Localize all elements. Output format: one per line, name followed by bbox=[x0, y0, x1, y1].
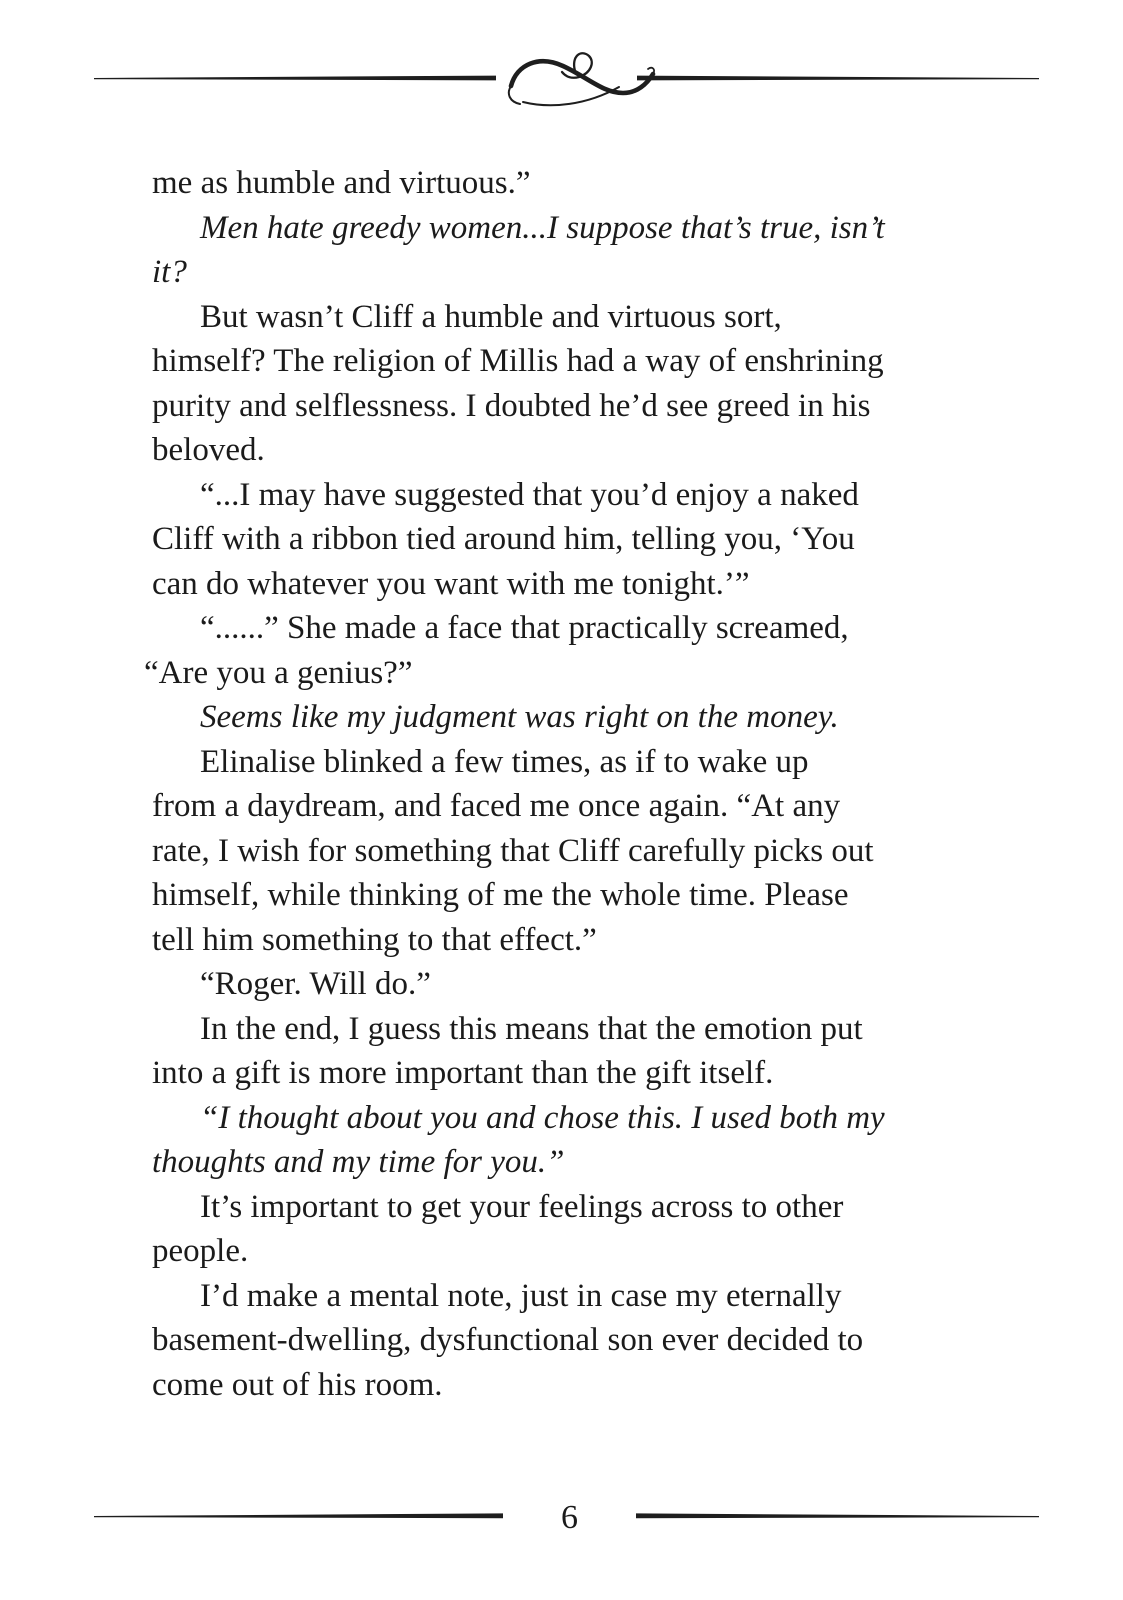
footer-rule-left-icon bbox=[94, 1512, 503, 1522]
header-divider bbox=[94, 40, 1039, 120]
text-line: can do whatever you want with me tonight.’” bbox=[152, 565, 750, 602]
text-line: “...I may have suggested that you’d enjoy a naked bbox=[200, 476, 859, 513]
text-line: thoughts and my time for you.” bbox=[152, 1144, 565, 1180]
text-line: “......” She made a face that practically screamed, bbox=[200, 610, 849, 646]
text-line: basement-dwelling, dysfunctional son ever decided to bbox=[152, 1322, 864, 1358]
flourish-divider-icon bbox=[94, 40, 1039, 120]
text-line: But wasn’t Cliff a humble and virtuous sort, bbox=[200, 298, 782, 335]
text-line: from a daydream, and faced me once again. “At any bbox=[152, 788, 841, 824]
text-line: come out of his room. bbox=[152, 1366, 443, 1403]
footer-rule-right-icon bbox=[636, 1512, 1039, 1522]
text-line: Elinalise blinked a few times, as if to wake up bbox=[200, 743, 809, 780]
text-line: “Roger. Will do.” bbox=[200, 966, 431, 1002]
text-line: Cliff with a ribbon tied around him, telling you, ‘You bbox=[152, 521, 855, 557]
text-line: Men hate greedy women...I suppose that’s true, isn’t bbox=[200, 209, 885, 246]
text-line: it? bbox=[152, 254, 187, 290]
text-line: people. bbox=[152, 1233, 249, 1269]
page-text bbox=[144, 161, 1012, 1407]
text-line: himself? The religion of Millis had a way of enshrining bbox=[152, 343, 884, 379]
text-line: himself, while thinking of me the whole time. Please bbox=[152, 877, 849, 913]
text-line: me as humble and virtuous.” bbox=[152, 165, 531, 201]
text-line: into a gift is more important than the gift itself. bbox=[152, 1055, 774, 1091]
text-line: Seems like my judgment was right on the money. bbox=[200, 699, 839, 735]
text-line: “Are you a genius?” bbox=[144, 654, 413, 691]
text-line: It’s important to get your feelings across to other bbox=[200, 1188, 844, 1225]
text-line: rate, I wish for something that Cliff carefully picks out bbox=[152, 832, 874, 869]
text-line: beloved. bbox=[152, 432, 265, 468]
text-line: purity and selflessness. I doubted he’d see greed in his bbox=[152, 387, 871, 424]
page-number: 6 bbox=[561, 1499, 578, 1536]
footer-divider bbox=[94, 1494, 1039, 1546]
text-line: “I thought about you and chose this. I used both my bbox=[200, 1099, 885, 1136]
text-line: I’d make a mental note, just in case my eternally bbox=[200, 1277, 842, 1314]
text-line: tell him something to that effect.” bbox=[152, 921, 597, 958]
text-line: In the end, I guess this means that the emotion put bbox=[200, 1010, 863, 1047]
